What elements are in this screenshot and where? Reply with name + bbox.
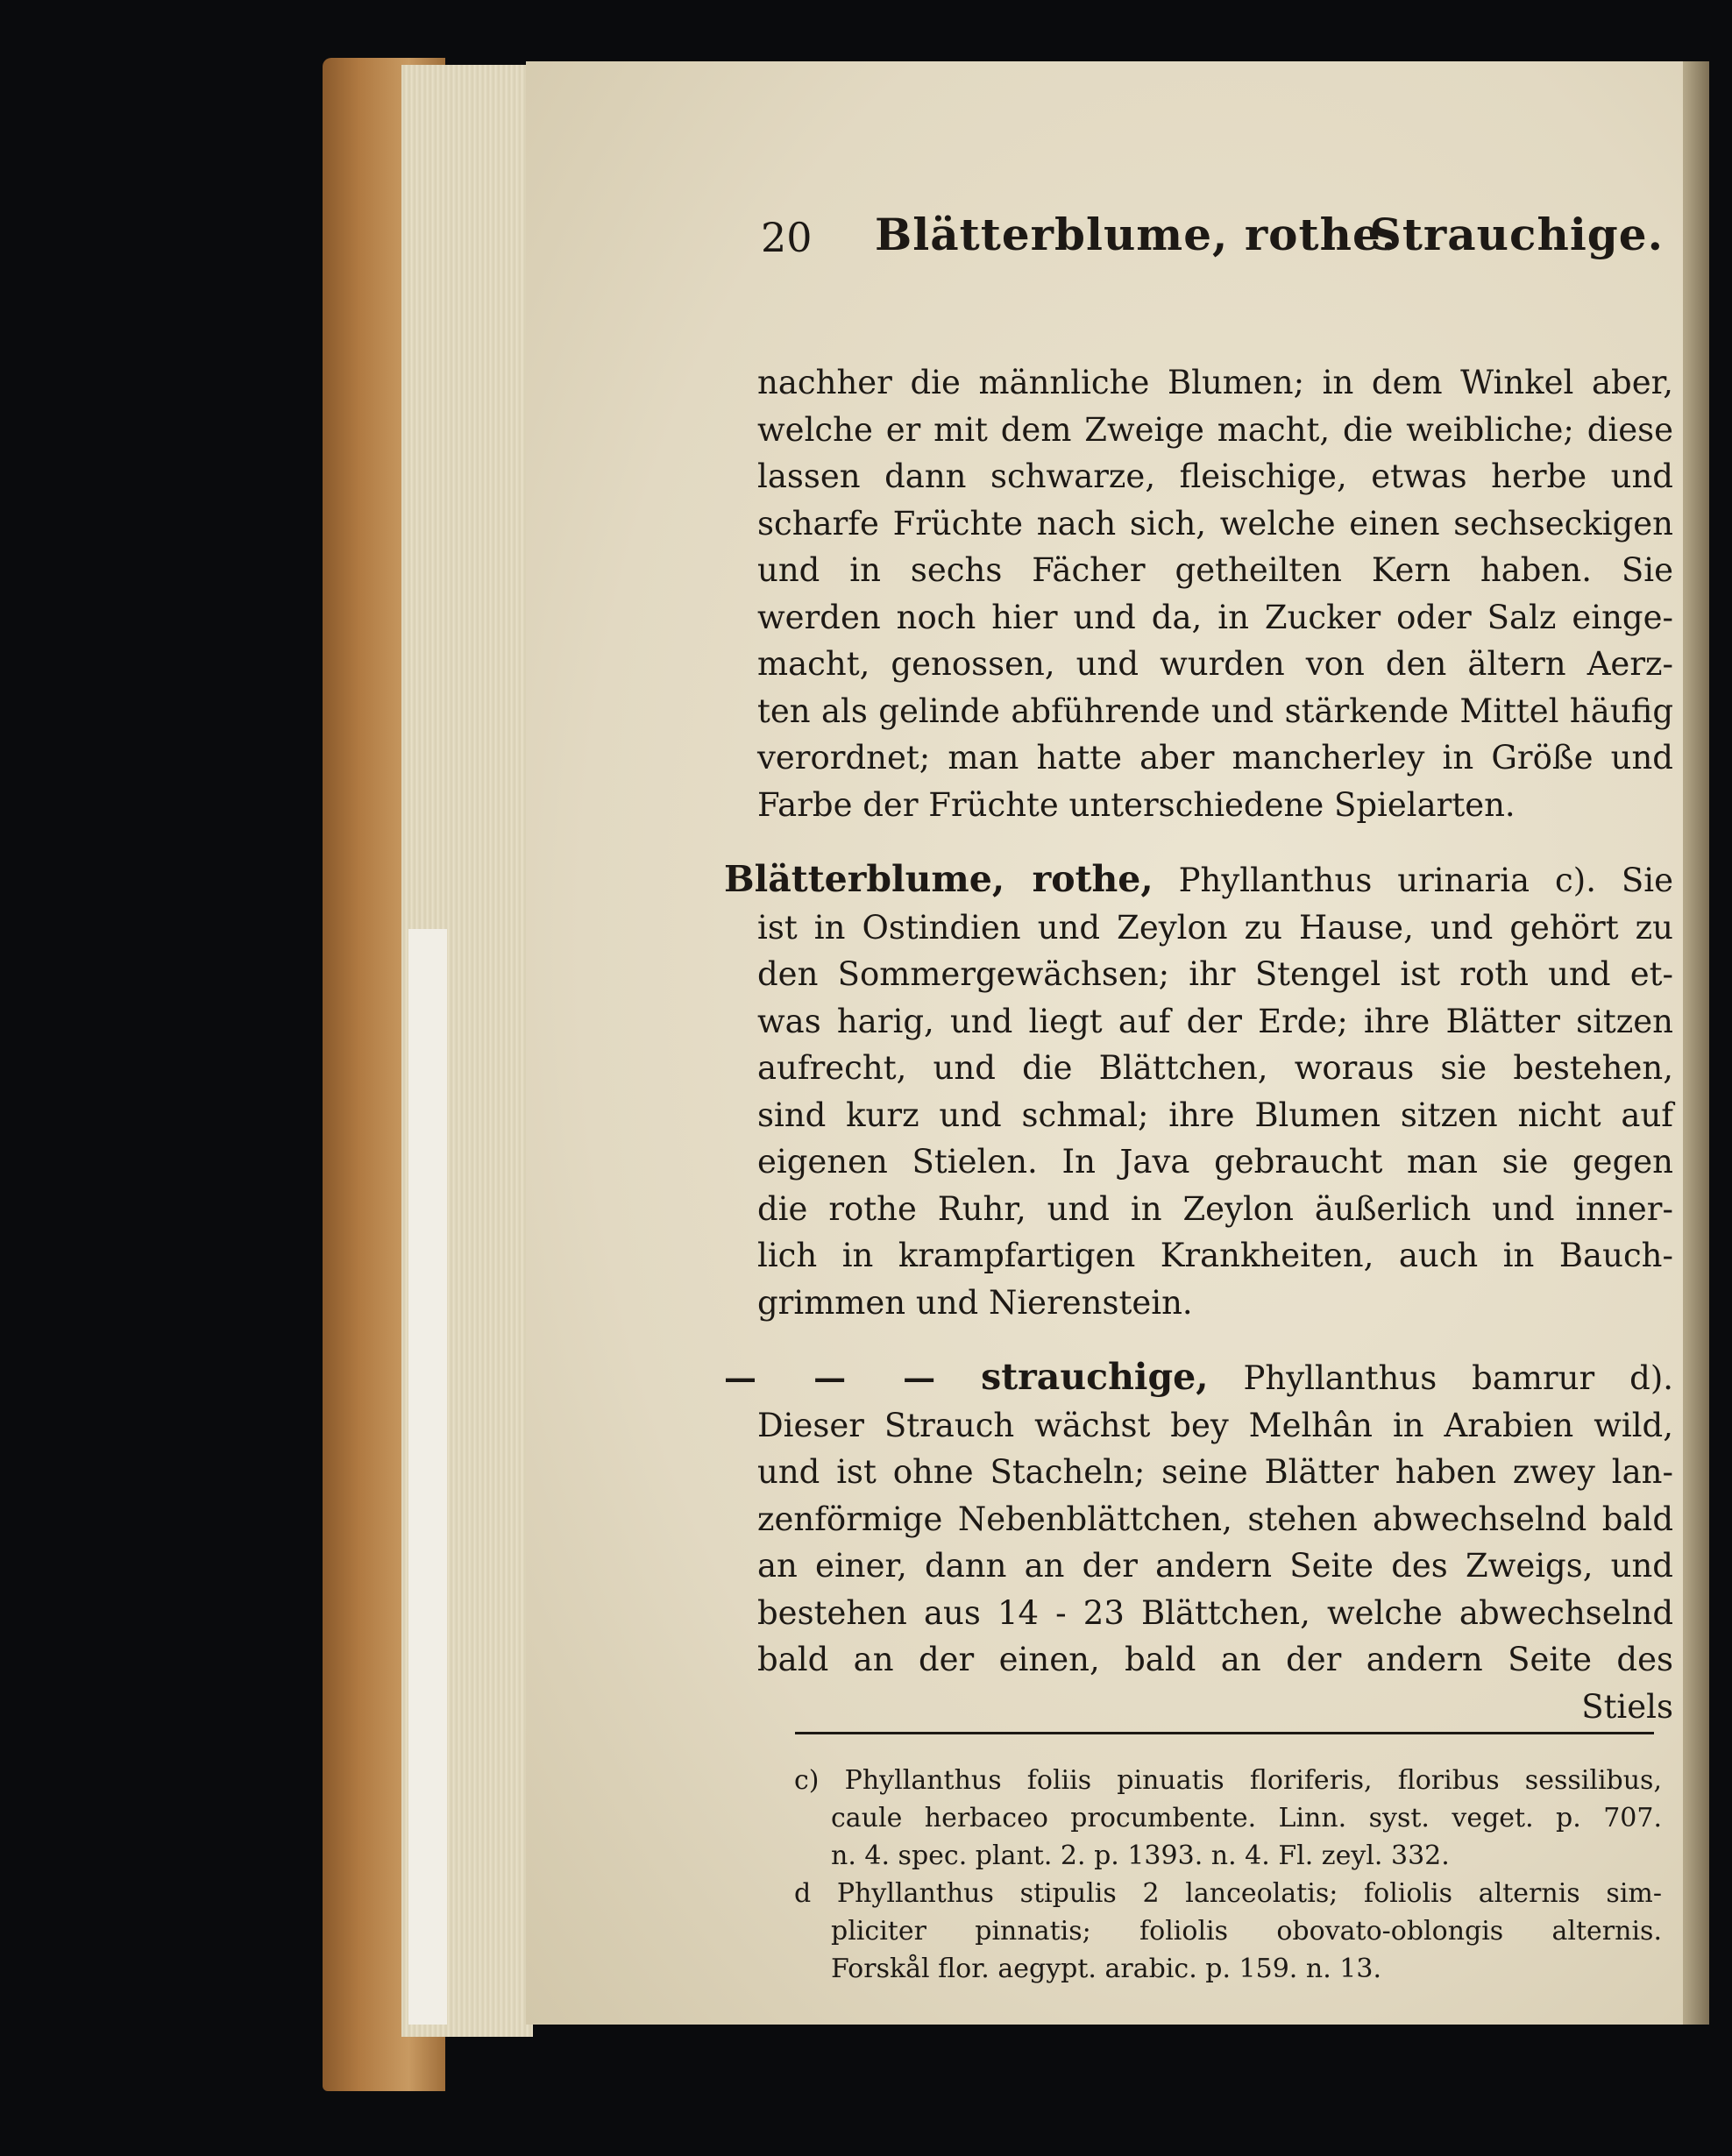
entry-first-line: [724, 856, 1673, 904]
paper-strip: [408, 929, 447, 2025]
text-line: was harig, und liegt auf der Erde; ihre Blätter sitzen: [757, 1002, 1673, 1040]
text-line: den Sommergewächsen; ihr Stengel ist roth und et-: [757, 955, 1673, 993]
running-title: Blätterblume, rothe.: [875, 209, 1398, 260]
text-line: bald an der einen, bald an der andern Seite des: [757, 1641, 1673, 1678]
entry-first-line-text: Phyllanthus urinaria c). Sie: [1178, 862, 1673, 899]
footnote-line: c) Phyllanthus foliis pinuatis floriferis, floribus sessilibus,: [794, 1765, 1662, 1796]
footnote-rule: [795, 1732, 1654, 1734]
text-line: Dieser Strauch wächst bey Melhân in Arabien wild,: [757, 1406, 1673, 1444]
entry-lemma: Blätterblume, rothe,: [724, 858, 1153, 900]
text-line: und ist ohne Stacheln; seine Blätter haben zwey lan-: [757, 1453, 1673, 1491]
text-line: macht, genossen, und wurden von den ältern Aerz-: [757, 645, 1673, 683]
text-line: die rothe Ruhr, und in Zeylon äußerlich und inner-: [757, 1189, 1673, 1228]
text-line: und in sechs Fächer getheilten Kern haben. Sie: [757, 551, 1673, 589]
book-page: [526, 61, 1683, 2025]
text-line: welche er mit dem Zweige macht, die weibliche; diese: [757, 410, 1673, 449]
footnotes: [794, 1762, 1662, 1988]
footnote-line: d Phyllanthus stipulis 2 lanceolatis; foliolis alternis sim-: [794, 1878, 1662, 1909]
footnote-line: pliciter pinnatis; foliolis obovato-oblongis alternis.: [831, 1916, 1662, 1947]
text-line: zenförmige Nebenblättchen, stehen abwechselnd bald: [757, 1500, 1673, 1538]
entry-first-line: [724, 1354, 1673, 1402]
entry-lemma: strauchige,: [981, 1356, 1209, 1398]
text-line: lich in krampfartigen Krankheiten, auch in Bauch-: [757, 1237, 1673, 1274]
entry-body: [757, 904, 1673, 1327]
text-line: ist in Ostindien und Zeylon zu Hause, und gehört zu: [757, 908, 1673, 947]
entry-first-line-text: Phyllanthus bamrur d).: [1243, 1359, 1674, 1397]
footnote-line: caule herbaceo procumbente. Linn. syst. veget. p. 707.: [831, 1803, 1662, 1833]
entry-body: [757, 1402, 1673, 1731]
entry-phyllanthus-urinaria: [724, 856, 1673, 1326]
text-line: aufrecht, und die Blättchen, woraus sie bestehen,: [757, 1049, 1673, 1087]
text-line: werden noch hier und da, in Zucker oder Salz einge-: [757, 598, 1673, 636]
text-line: nachher die männliche Blumen; in dem Winkel aber,: [757, 364, 1673, 401]
text-line: an einer, dann an der andern Seite des Zweigs, und: [757, 1547, 1673, 1585]
entry-phyllanthus-bamrur: [724, 1354, 1673, 1730]
running-header: [761, 202, 1664, 280]
text-line: eigenen Stielen. In Java gebraucht man sie gegen: [757, 1143, 1673, 1181]
text-line: grimmen und Nierenstein.: [757, 1283, 1193, 1322]
text-line: Farbe der Früchte unterschiedene Spielarten.: [757, 785, 1516, 824]
text-line: ten als gelinde abführende und stärkende Mittel häufig: [757, 691, 1673, 730]
text-line: sind kurz und schmal; ihre Blumen sitzen nicht auf: [757, 1096, 1673, 1134]
text-line: verordnet; man hatte aber mancherley in Größe und: [757, 739, 1673, 777]
catchword: Stiels: [1581, 1687, 1673, 1726]
footnote-line: Forskål flor. aegypt. arabic. p. 159. n. 13.: [831, 1954, 1381, 1984]
text-line: scharfe Früchte nach sich, welche einen sechseckigen: [757, 504, 1673, 543]
text-line: lassen dann schwarze, fleischige, etwas herbe und: [757, 457, 1673, 495]
footnote-line: n. 4. spec. plant. 2. p. 1393. n. 4. Fl. zeyl. 332.: [831, 1840, 1450, 1871]
entry-dashes: — — —: [724, 1358, 947, 1397]
body-text: [724, 359, 1674, 1730]
paragraph-continuation: [757, 359, 1673, 828]
page-number: 20: [761, 214, 813, 261]
text-line: bestehen aus 14 - 23 Blättchen, welche abwechselnd: [757, 1593, 1673, 1632]
running-title-right: Strauchige.: [1369, 209, 1664, 260]
